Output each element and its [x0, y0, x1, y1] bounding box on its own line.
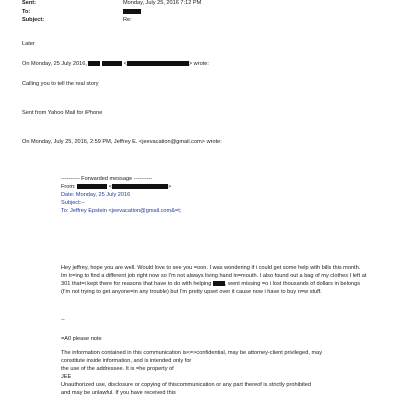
wrote-line-1: [22, 61, 209, 68]
email-header: [22, 0, 382, 26]
sent-from-text: Sent from Yahoo Mail for iPhone: [22, 110, 103, 116]
forwarded-from: [61, 184, 171, 191]
redaction-box: [77, 184, 107, 189]
subject-label: Subject:: [22, 17, 45, 23]
wrote-line-2: On Monday, July 25, 2016, 2:59 PM, Jeffrey E. <jeevacation@gmail.com> wrote:: [22, 139, 222, 145]
redaction-box: [112, 184, 168, 189]
wrote-1-suffix: > wrote:: [188, 61, 209, 68]
subject-value: Re:: [123, 17, 132, 23]
disclaimer-line: the use of the addressee. It is =he property of: [61, 366, 174, 372]
disclaimer-line: JEE: [61, 374, 72, 380]
forwarded-date: Date: Monday, 25 July 2016: [61, 192, 131, 198]
disclaimer-line: constitute inside information, and is intended only for: [61, 358, 192, 364]
redaction-box: [127, 61, 189, 66]
to-label: To:: [22, 8, 31, 15]
message-paragraph: [61, 265, 367, 297]
lt-symbol: <: [108, 184, 113, 191]
to-value: [123, 9, 141, 16]
paragraph-part-1: Hey jeffrey, hope you are well. Would love to see you =oon. I was wondering if i could get some help with bills this month. Im tr=ing to find a different job right now so I'm not always living hand in=mouth. I also found out a bag of my clothes I left at 301 that=i kept there for reasons that have to do with helping: [61, 265, 367, 287]
subject-row: [22, 17, 382, 26]
forwarded-marker: ---------- Forwarded message ----------: [61, 176, 153, 182]
paragraph-part-2: , went missing =o i lost thousands of dollars in belongs (I'm not trying to get anyone=in any trouble) but I'm pretty upset over it cause now i have to buy n=w stuff.: [61, 280, 361, 295]
disclaimer-line: Unauthorized use, disclosure or copying of thiscommunication or any part thereof is strictly prohibited: [61, 382, 311, 388]
lt-symbol: <: [123, 61, 127, 68]
sent-label: Sent:: [22, 0, 36, 6]
calling-text: Calling you to tell the real story: [22, 81, 99, 87]
redaction-box: [123, 9, 141, 14]
gt-symbol: >: [168, 184, 172, 191]
disclaimer-line: The information contained in this communication is<=>confidential, may be attorney-client privileged, may: [61, 350, 323, 356]
forwarded-to: To: Jeffrey Epstein <jeevacation@gmail.com&=t;: [61, 208, 182, 214]
dashes: --: [61, 317, 65, 323]
redaction-box: [213, 281, 225, 286]
redaction-box: [102, 61, 122, 66]
note-text: =A0 please note: [61, 336, 102, 342]
forwarded-from-label: From:: [61, 184, 76, 191]
later-text: Later: [22, 41, 35, 47]
to-row: [22, 9, 382, 18]
sent-row: [22, 0, 382, 9]
forwarded-subject: Subject:--: [61, 200, 85, 206]
wrote-1-prefix: On Monday, 25 July 2016,: [22, 61, 87, 68]
sent-value: Monday, July 25, 2016 7:12 PM: [123, 0, 202, 6]
disclaimer-line: and may be unlawful. If you have received this: [61, 390, 176, 396]
redaction-box: [88, 61, 100, 66]
